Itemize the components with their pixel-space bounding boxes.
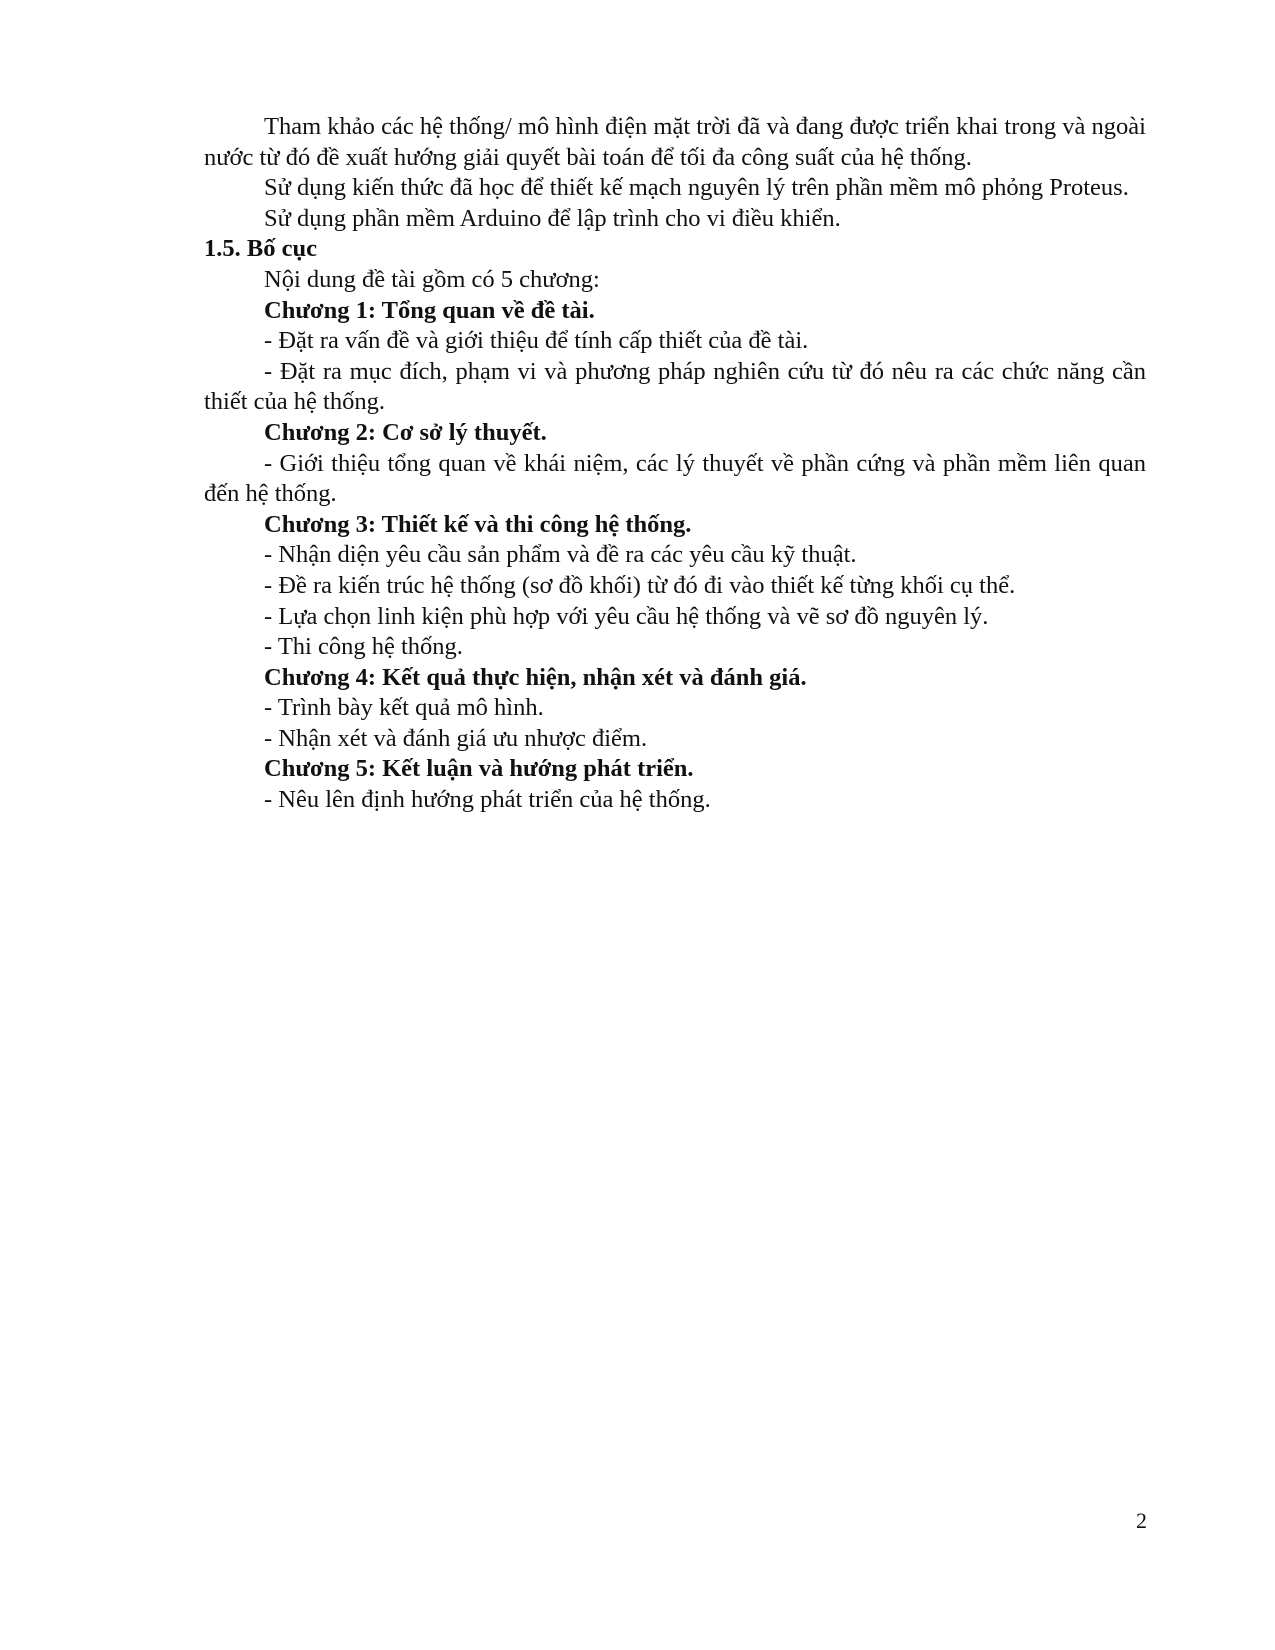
chapter-1-item-1: - Đặt ra vấn đề và giới thiệu để tính cấp thiết của đề tài. [264,327,809,355]
chapter-3-item-4: - Thi công hệ thống. [264,633,463,661]
section-heading: 1.5. Bố cục [204,235,317,263]
section-intro: Nội dung đề tài gồm có 5 chương: [264,265,600,293]
chapter-3-item-1: - Nhận diện yêu cầu sản phẩm và đề ra các yêu cầu kỹ thuật. [264,541,857,569]
chapter-1-item-2: - Đặt ra mục đích, phạm vi và phương pháp nghiên cứu từ đó nêu ra các chức năng cần thiết của hệ thống. [204,357,1146,416]
paragraph-arduino-programming: Sử dụng phần mềm Arduino để lập trình cho vi điều khiển. [264,204,841,232]
chapter-3-item-3: - Lựa chọn linh kiện phù hợp với yêu cầu hệ thống và vẽ sơ đồ nguyên lý. [264,602,989,630]
chapter-2-item-1: - Giới thiệu tổng quan về khái niệm, các lý thuyết về phần cứng và phần mềm liên quan đến hệ thống. [204,449,1146,508]
document-page [204,112,1146,816]
chapter-4-title: Chương 4: Kết quả thực hiện, nhận xét và đánh giá. [264,663,807,691]
chapter-4-item-2: - Nhận xét và đánh giá ưu nhược điểm. [264,724,648,752]
paragraph-reference-systems: Tham khảo các hệ thống/ mô hình điện mặt trời đã và đang được triển khai trong và ngoài nước từ đó đề xuất hướng giải quyết bài toán để tối đa công suất của hệ thống. [204,113,1146,171]
chapter-3-title: Chương 3: Thiết kế và thi công hệ thống. [264,510,692,538]
chapter-5-title: Chương 5: Kết luận và hướng phát triển. [264,755,694,783]
chapter-2-title: Chương 2: Cơ sở lý thuyết. [264,418,547,446]
chapter-4-item-1: - Trình bày kết quả mô hình. [264,694,544,722]
chapter-5-item-1: - Nêu lên định hướng phát triển của hệ thống. [264,786,711,814]
chapter-1-title: Chương 1: Tổng quan về đề tài. [264,296,595,324]
chapter-3-item-2: - Đề ra kiến trúc hệ thống (sơ đồ khối) từ đó đi vào thiết kế từng khối cụ thể. [264,571,1016,599]
paragraph-proteus-design: Sử dụng kiến thức đã học để thiết kế mạch nguyên lý trên phần mềm mô phỏng Proteus. [264,174,1129,202]
page-number: 2 [1136,1508,1147,1533]
